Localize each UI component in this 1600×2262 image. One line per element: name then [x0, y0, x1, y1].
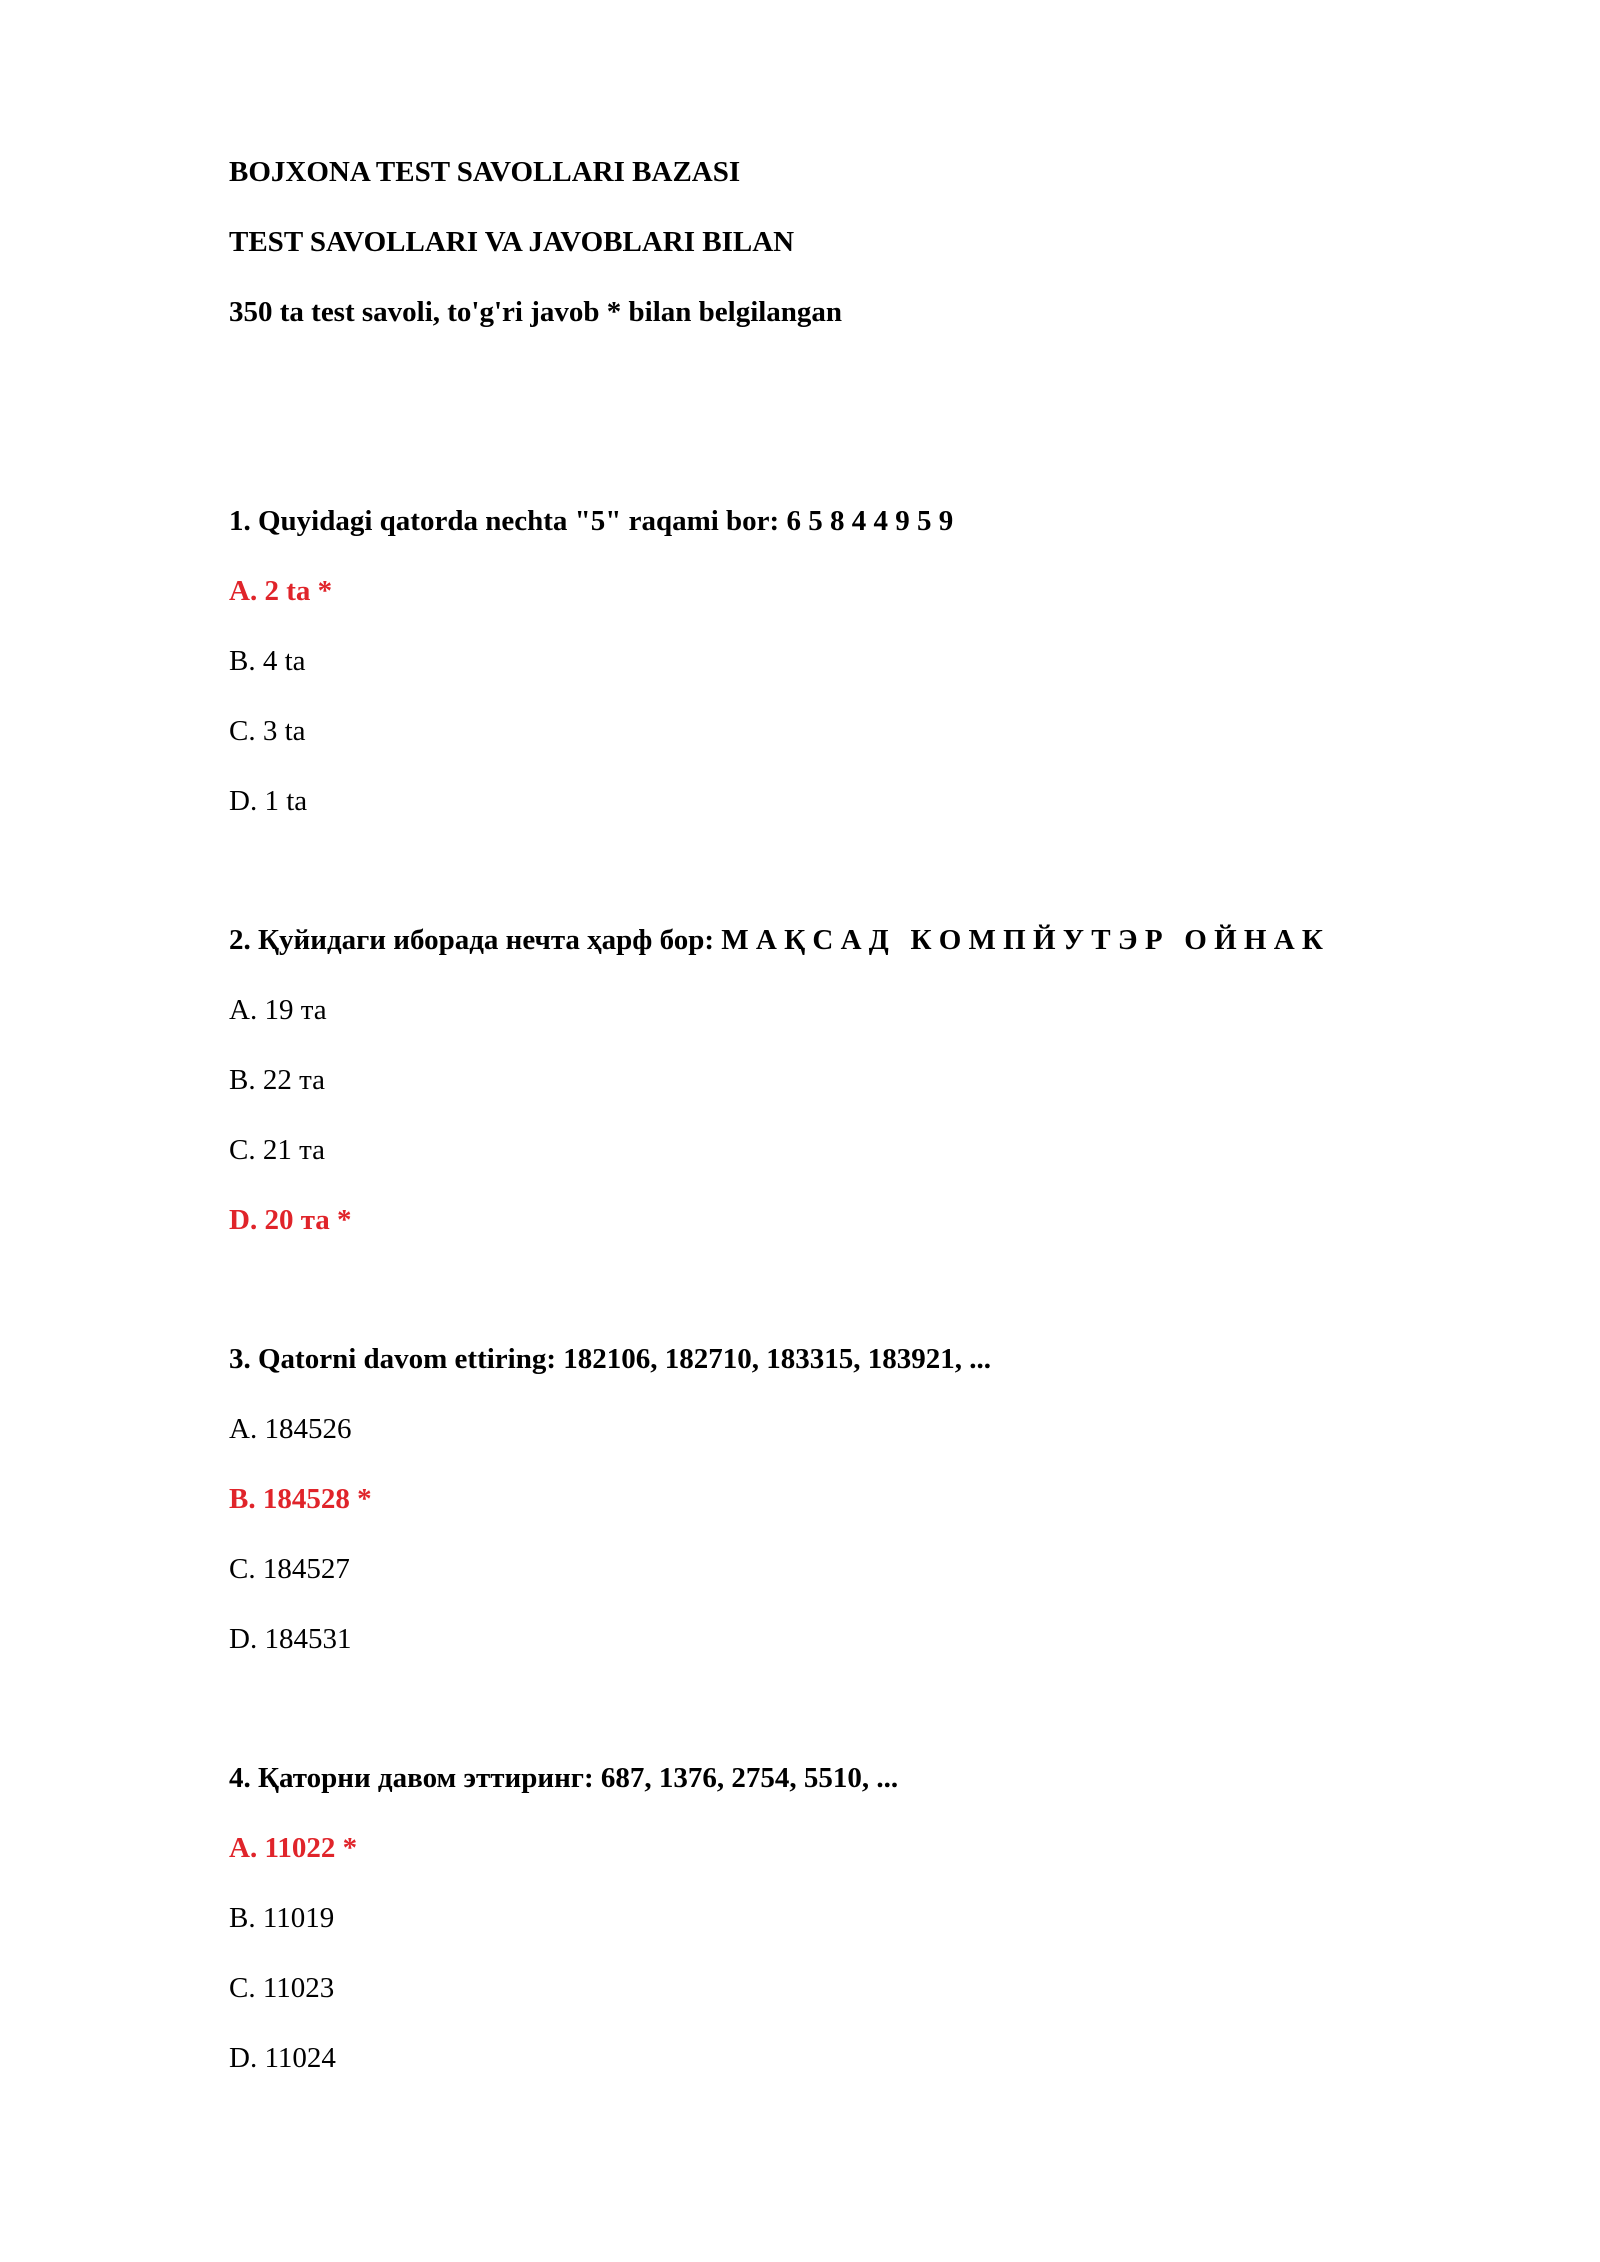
answer-option-correct: D. 20 та * — [229, 1204, 352, 1236]
document-title: BOJXONA TEST SAVOLLARI BAZASI — [229, 156, 741, 188]
answer-option: B. 22 та — [229, 1064, 325, 1096]
answer-option: D. 1 ta — [229, 785, 308, 817]
question-text: 2. Қуйидаги иборада нечта ҳарф бор: М А Қ С А Д К О М П Й У Т Э Р О Й Н А К — [229, 924, 1323, 956]
answer-option: B. 11019 — [229, 1902, 335, 1934]
document-page — [229, 0, 1529, 2262]
document-note: 350 ta test savoli, to'g'ri javob * bilan belgilangan — [229, 296, 843, 328]
answer-option: C. 184527 — [229, 1553, 350, 1585]
document-subtitle: TEST SAVOLLARI VA JAVOBLARI BILAN — [229, 226, 795, 258]
answer-option: C. 11023 — [229, 1972, 335, 2004]
answer-option-correct: B. 184528 * — [229, 1483, 372, 1515]
answer-option: A. 184526 — [229, 1413, 352, 1445]
answer-option: D. 11024 — [229, 2042, 336, 2074]
answer-option: C. 21 та — [229, 1134, 325, 1166]
question-text: 3. Qatorni davom ettiring: 182106, 182710, 183315, 183921, ... — [229, 1343, 992, 1375]
answer-option-correct: A. 2 ta * — [229, 575, 333, 607]
question-text: 1. Quyidagi qatorda nechta "5" raqami bor: 6 5 8 4 4 9 5 9 — [229, 505, 954, 537]
answer-option: B. 4 ta — [229, 645, 306, 677]
question-text: 4. Қаторни давом эттиринг: 687, 1376, 2754, 5510, ... — [229, 1762, 899, 1794]
answer-option: A. 19 та — [229, 994, 327, 1026]
answer-option: C. 3 ta — [229, 715, 306, 747]
answer-option-correct: A. 11022 * — [229, 1832, 358, 1864]
answer-option: D. 184531 — [229, 1623, 352, 1655]
